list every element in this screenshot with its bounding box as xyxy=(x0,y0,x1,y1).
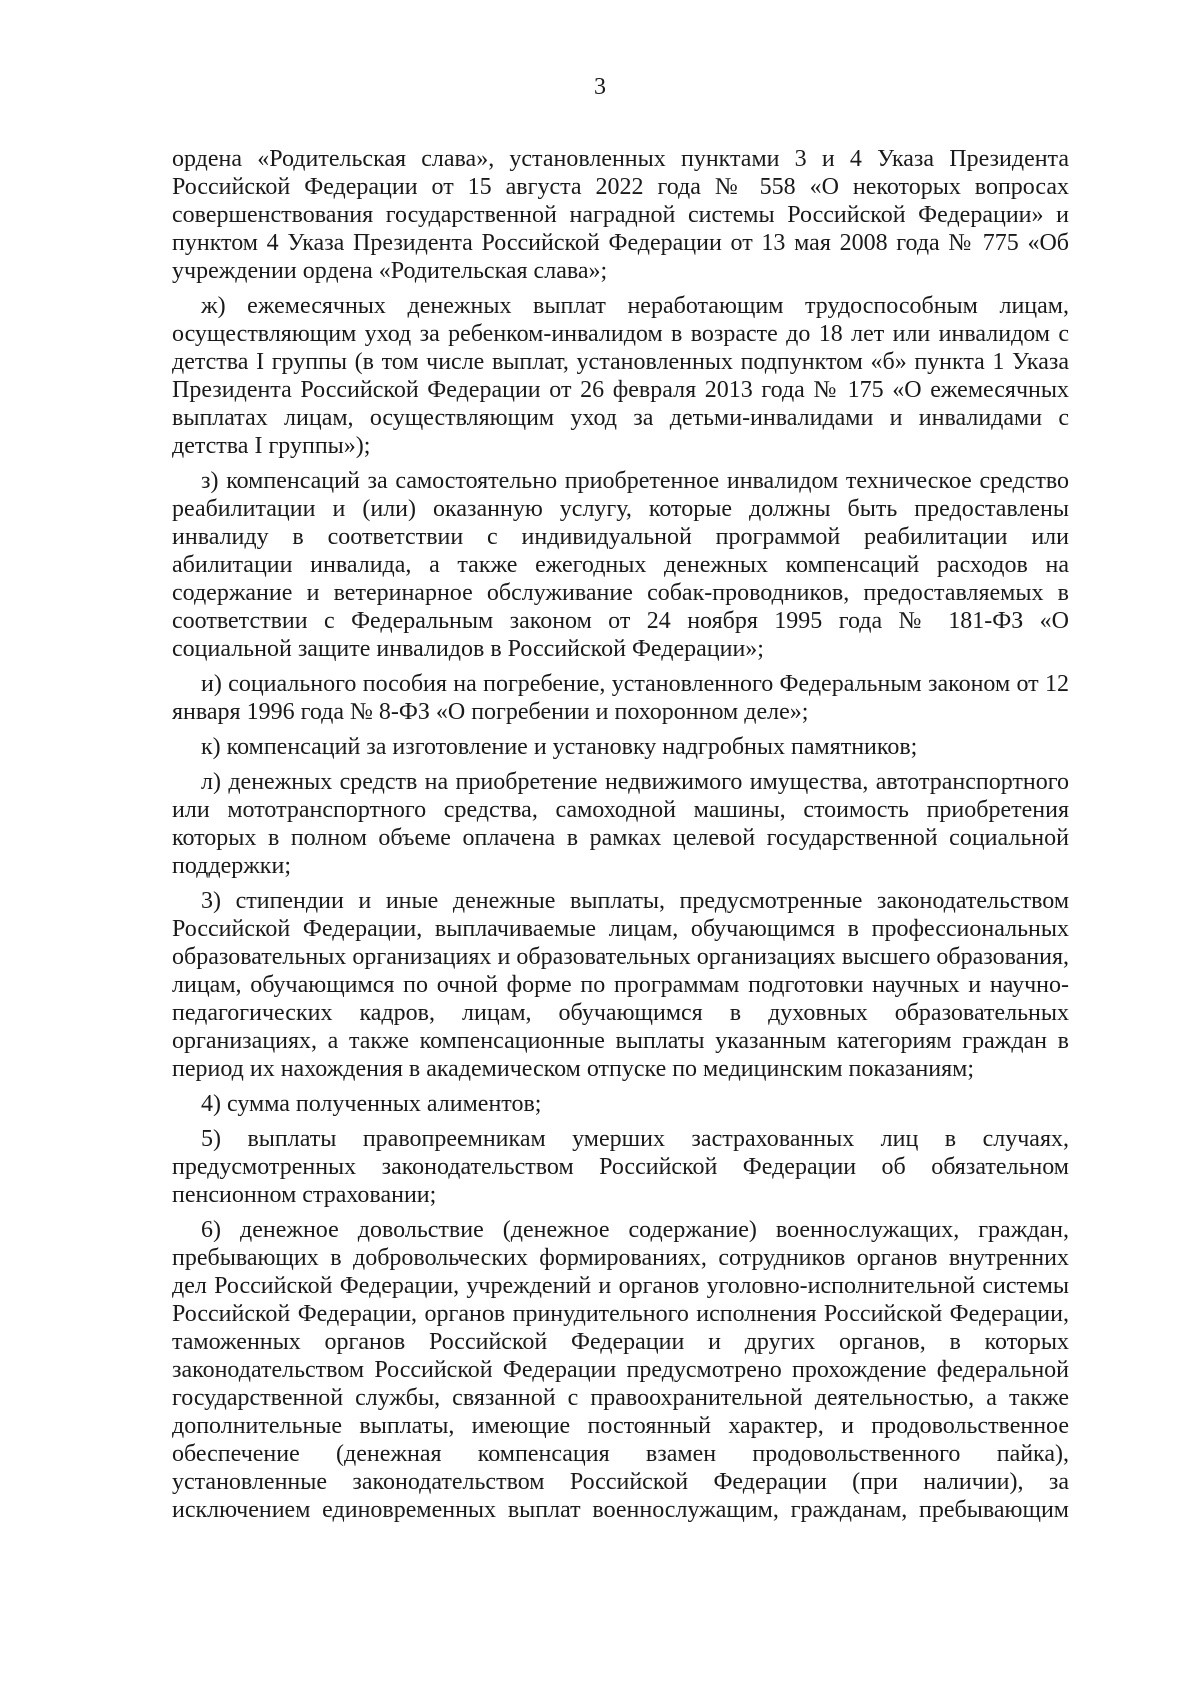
page-number: 3 xyxy=(594,74,606,100)
paragraph-item-k: к) компенсаций за изготовление и установку надгробных памятников; xyxy=(201,734,918,760)
paragraph-item-i: и) социального пособия на погребение, установленного Федеральным законом от 12 января 1996 года № 8-ФЗ «О погребении и похоронном деле»; xyxy=(172,671,1069,725)
paragraph-item-zh: ж) ежемесячных денежных выплат неработающим трудоспособным лицам, осуществляющим уход за ребенком-инвалидом в возрасте до 18 лет или инвалидом с детства I группы (в том числе выплат, установленных подпунктом «б» пункта 1 Указа Президента Российской Федерации от 26 февраля 2013 года № 175 «О ежемесячных выплатах лицам, осуществляющим уход за детьми-инвалидами и инвалидами с детства I группы»); xyxy=(172,293,1069,459)
paragraph-continuation: ордена «Родительская слава», установленных пунктами 3 и 4 Указа Президента Российской Федерации от 15 августа 2022 года № 558 «О некоторых вопросах совершенствования государственной наградной системы Российской Федерации» и пунктом 4 Указа Президента Российской Федерации от 13 мая 2008 года № 775 «Об учреждении ордена «Родительская слава»; xyxy=(172,146,1069,284)
paragraph-item-6: 6) денежное довольствие (денежное содержание) военнослужащих, граждан, пребывающих в добровольческих формированиях, сотрудников органов внутренних дел Российской Федерации, учреждений и органов уголовно-исполнительной системы Российской Федерации, органов принудительного исполнения Российской Федерации, таможенных органов Российской Федерации и других органов, в которых законодательством Российской Федерации предусмотрено прохождение федеральной государственной службы, связанной с правоохранительной деятельностью, а также дополнительные выплаты, имеющие постоянный характер, и продовольственное обеспечение (денежная компенсация взамен продовольственного пайка), установленные законодательством Российской Федерации (при наличии), за исключением единовременных выплат военнослужащим, гражданам, пребывающим xyxy=(172,1217,1069,1523)
paragraph-item-z: з) компенсаций за самостоятельно приобретенное инвалидом техническое средство реабилитации и (или) оказанную услугу, которые должны быть предоставлены инвалиду в соответствии с индивидуальной программой реабилитации или абилитации инвалида, а также ежегодных денежных компенсаций расходов на содержание и ветеринарное обслуживание собак-проводников, предоставляемых в соответствии с Федеральным законом от 24 ноября 1995 года № 181-ФЗ «О социальной защите инвалидов в Российской Федерации»; xyxy=(172,468,1069,662)
paragraph-item-5: 5) выплаты правопреемникам умерших застрахованных лиц в случаях, предусмотренных законодательством Российской Федерации об обязательном пенсионном страховании; xyxy=(172,1126,1069,1208)
paragraph-item-l: л) денежных средств на приобретение недвижимого имущества, автотранспортного или мототранспортного средства, самоходной машины, стоимость приобретения которых в полном объеме оплачена в рамках целевой государственной социальной поддержки; xyxy=(172,769,1069,879)
paragraph-item-3: 3) стипендии и иные денежные выплаты, предусмотренные законодательством Российской Федерации, выплачиваемые лицам, обучающимся в профессиональных образовательных организациях и образовательных организациях высшего образования, лицам, обучающимся по очной форме по программам подготовки научных и научно-педагогических кадров, лицам, обучающимся в духовных образовательных организациях, а также компенсационные выплаты указанным категориям граждан в период их нахождения в академическом отпуске по медицинским показаниям; xyxy=(172,888,1069,1082)
paragraph-item-4: 4) сумма полученных алиментов; xyxy=(201,1091,542,1117)
document-body xyxy=(172,145,1069,1524)
